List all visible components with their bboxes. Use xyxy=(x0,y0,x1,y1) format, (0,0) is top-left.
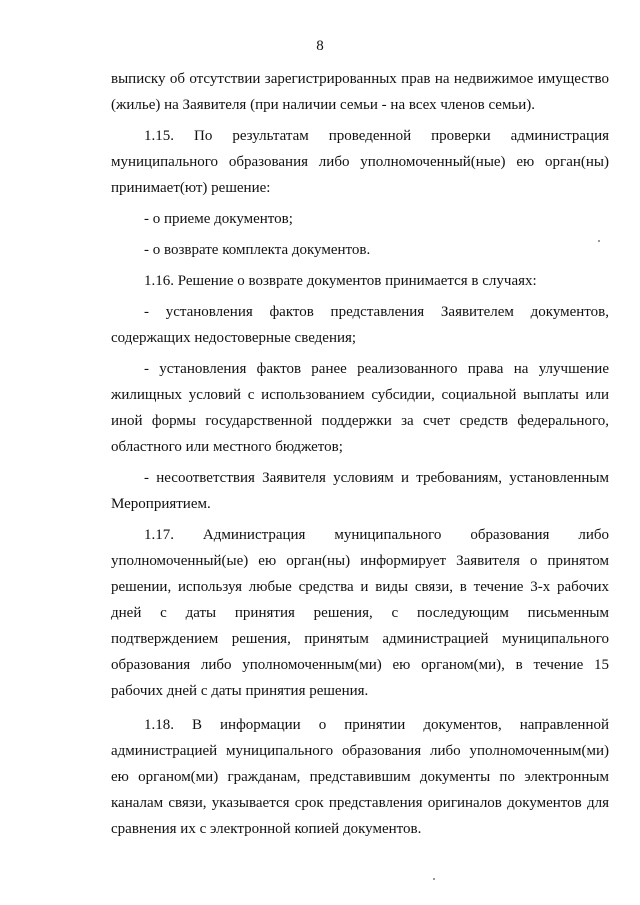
list-item-prior-right: - установления фактов ранее реализованного права на улучшение жилищных условий с использованием субсидии, социальной выплаты или иной формы государственной поддержки за счет средств федерального, областного или местного бюджетов; xyxy=(111,361,609,455)
page-number: 8 xyxy=(316,38,324,54)
list-item-nonconformity: - несоответствия Заявителя условиям и требованиям, установленным Мероприятием. xyxy=(111,470,609,512)
paragraph-1-18: 1.18. В информации о принятии документов, направленной администрацией муниципального образования либо уполномоченным(ми) ею органом(ми) гражданам, представившим документы по электронным каналам связи, указывается срок представления оригиналов документов для сравнения их с электронной копией документов. xyxy=(111,717,609,837)
paragraph-1-17: 1.17. Администрация муниципального образования либо уполномоченный(ые) ею орган(ны) информирует Заявителя о принятом решении, используя любые средства и виды связи, в течение 3-х рабочих дней с даты принятия решения, с последующим письменным подтверждением решения, принятым администрацией муниципального образования либо уполномоченным(ми) ею органом(ми), в течение 15 рабочих дней с даты принятия решения. xyxy=(111,527,609,699)
paragraph-continuation: выписку об отсутствии зарегистрированных прав на недвижимое имущество (жилье) на Заявителя (при наличии семьи - на всех членов семьи). xyxy=(111,71,609,113)
list-item-accept: - о приеме документов; xyxy=(144,211,293,227)
list-item-return: - о возврате комплекта документов. xyxy=(144,242,371,258)
list-item-false-info: - установления фактов представления Заявителем документов, содержащих недостоверные сведения; xyxy=(111,304,609,346)
document-body xyxy=(111,66,609,842)
paragraph-1-15: 1.15. По результатам проведенной проверки администрация муниципального образования либо уполномоченный(ные) ею орган(ны) принимает(ют) решение: xyxy=(111,128,609,196)
paragraph-1-16: 1.16. Решение о возврате документов принимается в случаях: xyxy=(144,273,537,289)
scan-speck xyxy=(433,878,435,880)
scan-speck xyxy=(598,240,600,242)
